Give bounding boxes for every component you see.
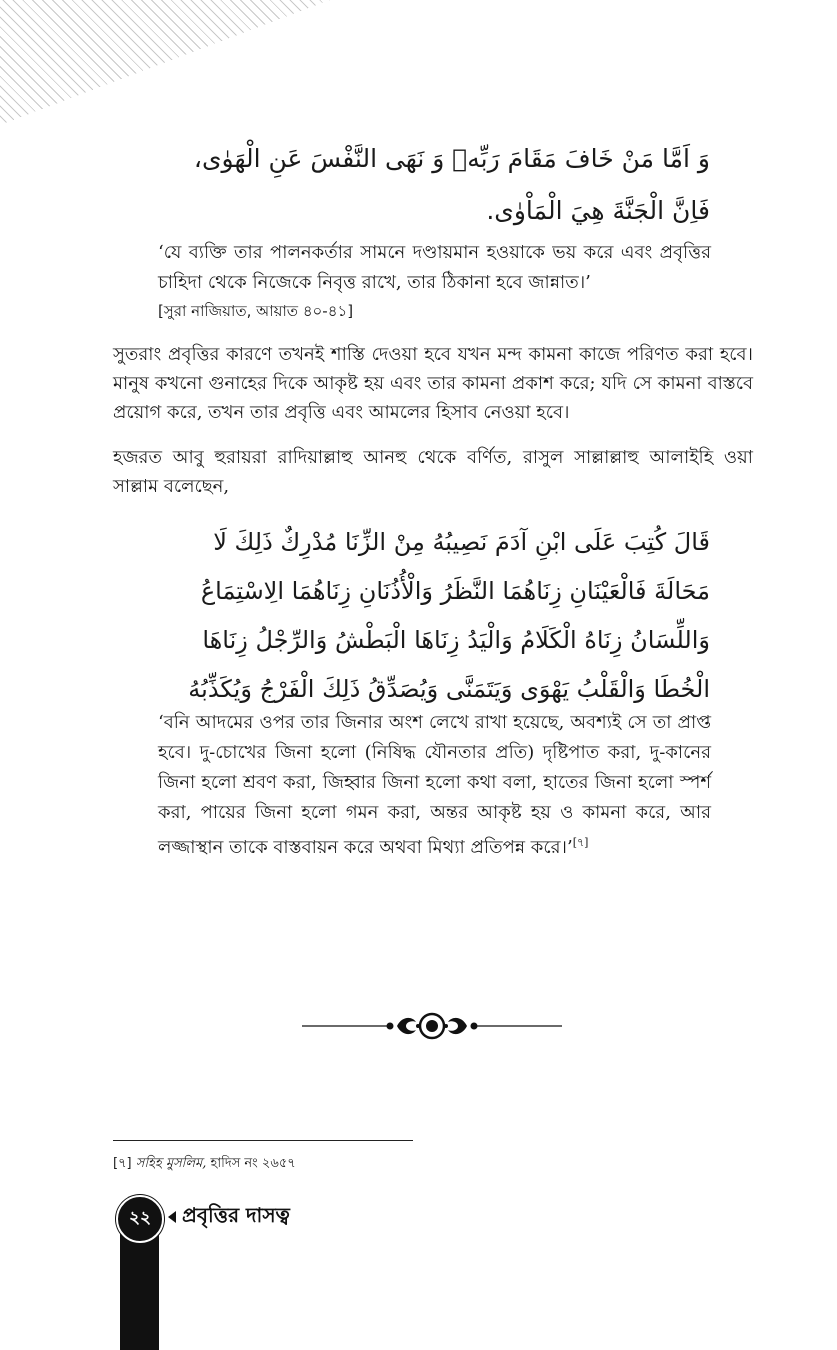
verse-translation: ‘যে ব্যক্তি তার পালনকর্তার সামনে দণ্ডায়মান হওয়াকে ভয় করে এবং প্রবৃত্তির চাহিদা থেকে নিজেকে নিবৃত্ত রাখে, তার ঠিকানা হবে জান্নাত।’ [158,242,711,293]
section-divider-ornament [302,1010,562,1042]
verse-reference: [সুরা নাজিয়াত, আয়াত ৪০-৪১] [158,302,354,320]
hadith-translation-block [158,708,711,863]
hadith-arabic: قَالَ كُتِبَ عَلَى ابْنِ آدَمَ نَصِيبُهُ مِنْ الزِّنَا مُدْرِكٌ ذَلِكَ لَا مَحَالَةَ فَالْعَيْنَانِ زِنَاهُمَا النَّظَرُ وَالْأُذُنَانِ زِنَاهُمَا الِاسْتِمَاعُ وَاللِّسَانُ زِنَاهُ الْكَلَامُ وَالْيَدُ زِنَاهَا الْبَطْشُ وَالرِّجْلُ زِنَاهَا الْخُطَا وَالْقَلْبُ يَهْوَى وَيَتَمَنَّى وَيُصَدِّقُ ذَلِكَ الْفَرْجُ وَيُكَذِّبُهُ [188,528,710,703]
page-number: ২২ [116,1195,164,1243]
footnote-detail: হাদিস নং ২৬৫৭ [206,1156,296,1171]
footnote-source: সহিহ মুসলিম, [135,1156,207,1171]
footnote-divider [113,1140,413,1141]
triangle-left-icon [168,1211,176,1223]
footnote-marker[interactable]: [৭] [572,836,589,849]
body-paragraph-2: হজরত আবু হুরায়রা রাদিয়াল্লাহু আনহু থেকে বর্ণিত, রাসুল সাল্লাল্লাহু আলাইহি ওয়া সাল্লাম বলেছেন, [113,447,753,497]
footnote-marker-label: [৭] [113,1156,132,1171]
hadith-translation: ‘বনি আদমের ওপর তার জিনার অংশ লেখে রাখা হয়েছে, অবশ্যই সে তা প্রাপ্ত হবে। দু-চোখের জিনা হলো (নিষিদ্ধ যৌনতার প্রতি) দৃষ্টিপাত করা, দু-কানের জিনা হলো শ্রবণ করা, জিহ্বার জিনা হলো কথা বলা, হাতের জিনা হলো স্পর্শ করা, পায়ের জিনা হলো গমন করা, অন্তর আকৃষ্ট হয় ও কামনা করে, আর লজ্জাস্থান তাকে বাস্তবায়ন করে অথবা মিথ্যা প্রতিপন্ন করে।’ [158,712,711,858]
running-head-title: প্রবৃত্তির দাসত্ব [182,1203,290,1227]
page-edge-bar [120,1228,159,1350]
footnote [113,1154,296,1175]
quran-verse-arabic: وَ اَمَّا مَنْ خَافَ مَقَامَ رَبِّهٖ وَ نَهَى النَّفْسَ عَنِ الْهَوٰى، فَاِنَّ الْجَنَّةَ هِيَ الْمَاْوٰى. [193,144,710,225]
running-head [168,1201,290,1229]
body-paragraph-1: সুতরাং প্রবৃত্তির কারণে তখনই শাস্তি দেওয়া হবে যখন মন্দ কামনা কাজে পরিণত করা হবে। মানুষ কখনো গুনাহের দিকে আকৃষ্ট হয় এবং তার কামনা প্রকাশ করে; যদি সে কামনা বাস্তবে প্রয়োগ করে, তখন তার প্রবৃত্তি এবং আমলের হিসাব নেওয়া হবে। [113,344,753,423]
corner-hatch-mask [0,0,330,125]
